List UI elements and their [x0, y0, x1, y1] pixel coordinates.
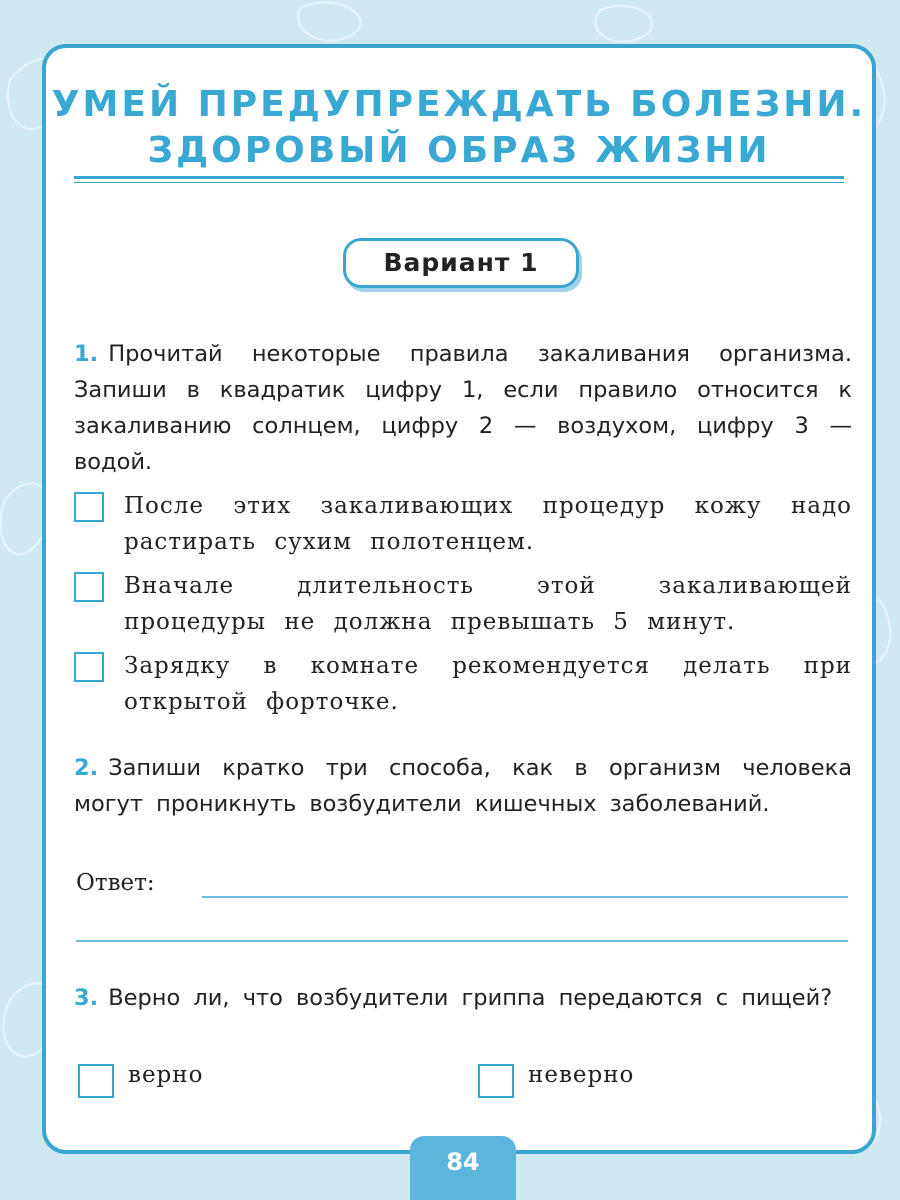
task-3	[74, 980, 852, 1016]
task-3-text: Верно ли, что возбудители гриппа передаются с пищей?	[108, 985, 833, 1011]
task-1-option-3	[74, 648, 852, 720]
option-text-2: Вначале длительность этой закаливающей процедуры не должна превышать 5 минут.	[124, 573, 852, 635]
task-1-number: 1.	[74, 341, 99, 367]
answer-label: Ответ:	[76, 870, 155, 896]
answer-checkbox-2[interactable]	[74, 572, 104, 602]
choice-true-label: верно	[128, 1062, 204, 1088]
task-1-option-1	[74, 488, 852, 560]
answer-checkbox-3[interactable]	[74, 652, 104, 682]
task-3-number: 3.	[74, 985, 99, 1011]
answer-line-2[interactable]	[76, 940, 848, 942]
option-text-1: После этих закаливающих процедур кожу надо растирать сухим полотенцем.	[124, 493, 852, 555]
option-text-3: Зарядку в комнате рекомендуется делать при открытой форточке.	[124, 653, 852, 715]
answer-checkbox-1[interactable]	[74, 492, 104, 522]
checkbox-false[interactable]	[478, 1064, 514, 1098]
title-divider	[74, 176, 844, 179]
choice-false-label: неверно	[528, 1062, 635, 1088]
task-1	[74, 336, 852, 480]
answer-line-1[interactable]	[202, 896, 848, 898]
task-2-text: Запиши кратко три способа, как в организм человека могут проникнуть возбудители кишечных заболеваний.	[74, 755, 852, 817]
page-number: 84	[446, 1148, 480, 1176]
page-title	[46, 82, 872, 174]
title-divider-thin	[74, 182, 844, 183]
title-line-1: УМЕЙ ПРЕДУПРЕЖДАТЬ БОЛЕЗНИ.	[51, 84, 867, 125]
task-2-number: 2.	[74, 755, 99, 781]
worksheet-page	[42, 44, 876, 1154]
checkbox-true[interactable]	[78, 1064, 114, 1098]
task-1-text: Прочитай некоторые правила закаливания организма. Запиши в квадратик цифру 1, если правило относится к закаливанию солнцем, цифру 2 — воздухом, цифру 3 — водой.	[74, 341, 852, 475]
task-1-option-2	[74, 568, 852, 640]
task-2	[74, 750, 852, 822]
variant-badge: Вариант 1	[343, 238, 579, 288]
title-line-2: ЗДОРОВЫЙ ОБРАЗ ЖИЗНИ	[147, 130, 771, 171]
